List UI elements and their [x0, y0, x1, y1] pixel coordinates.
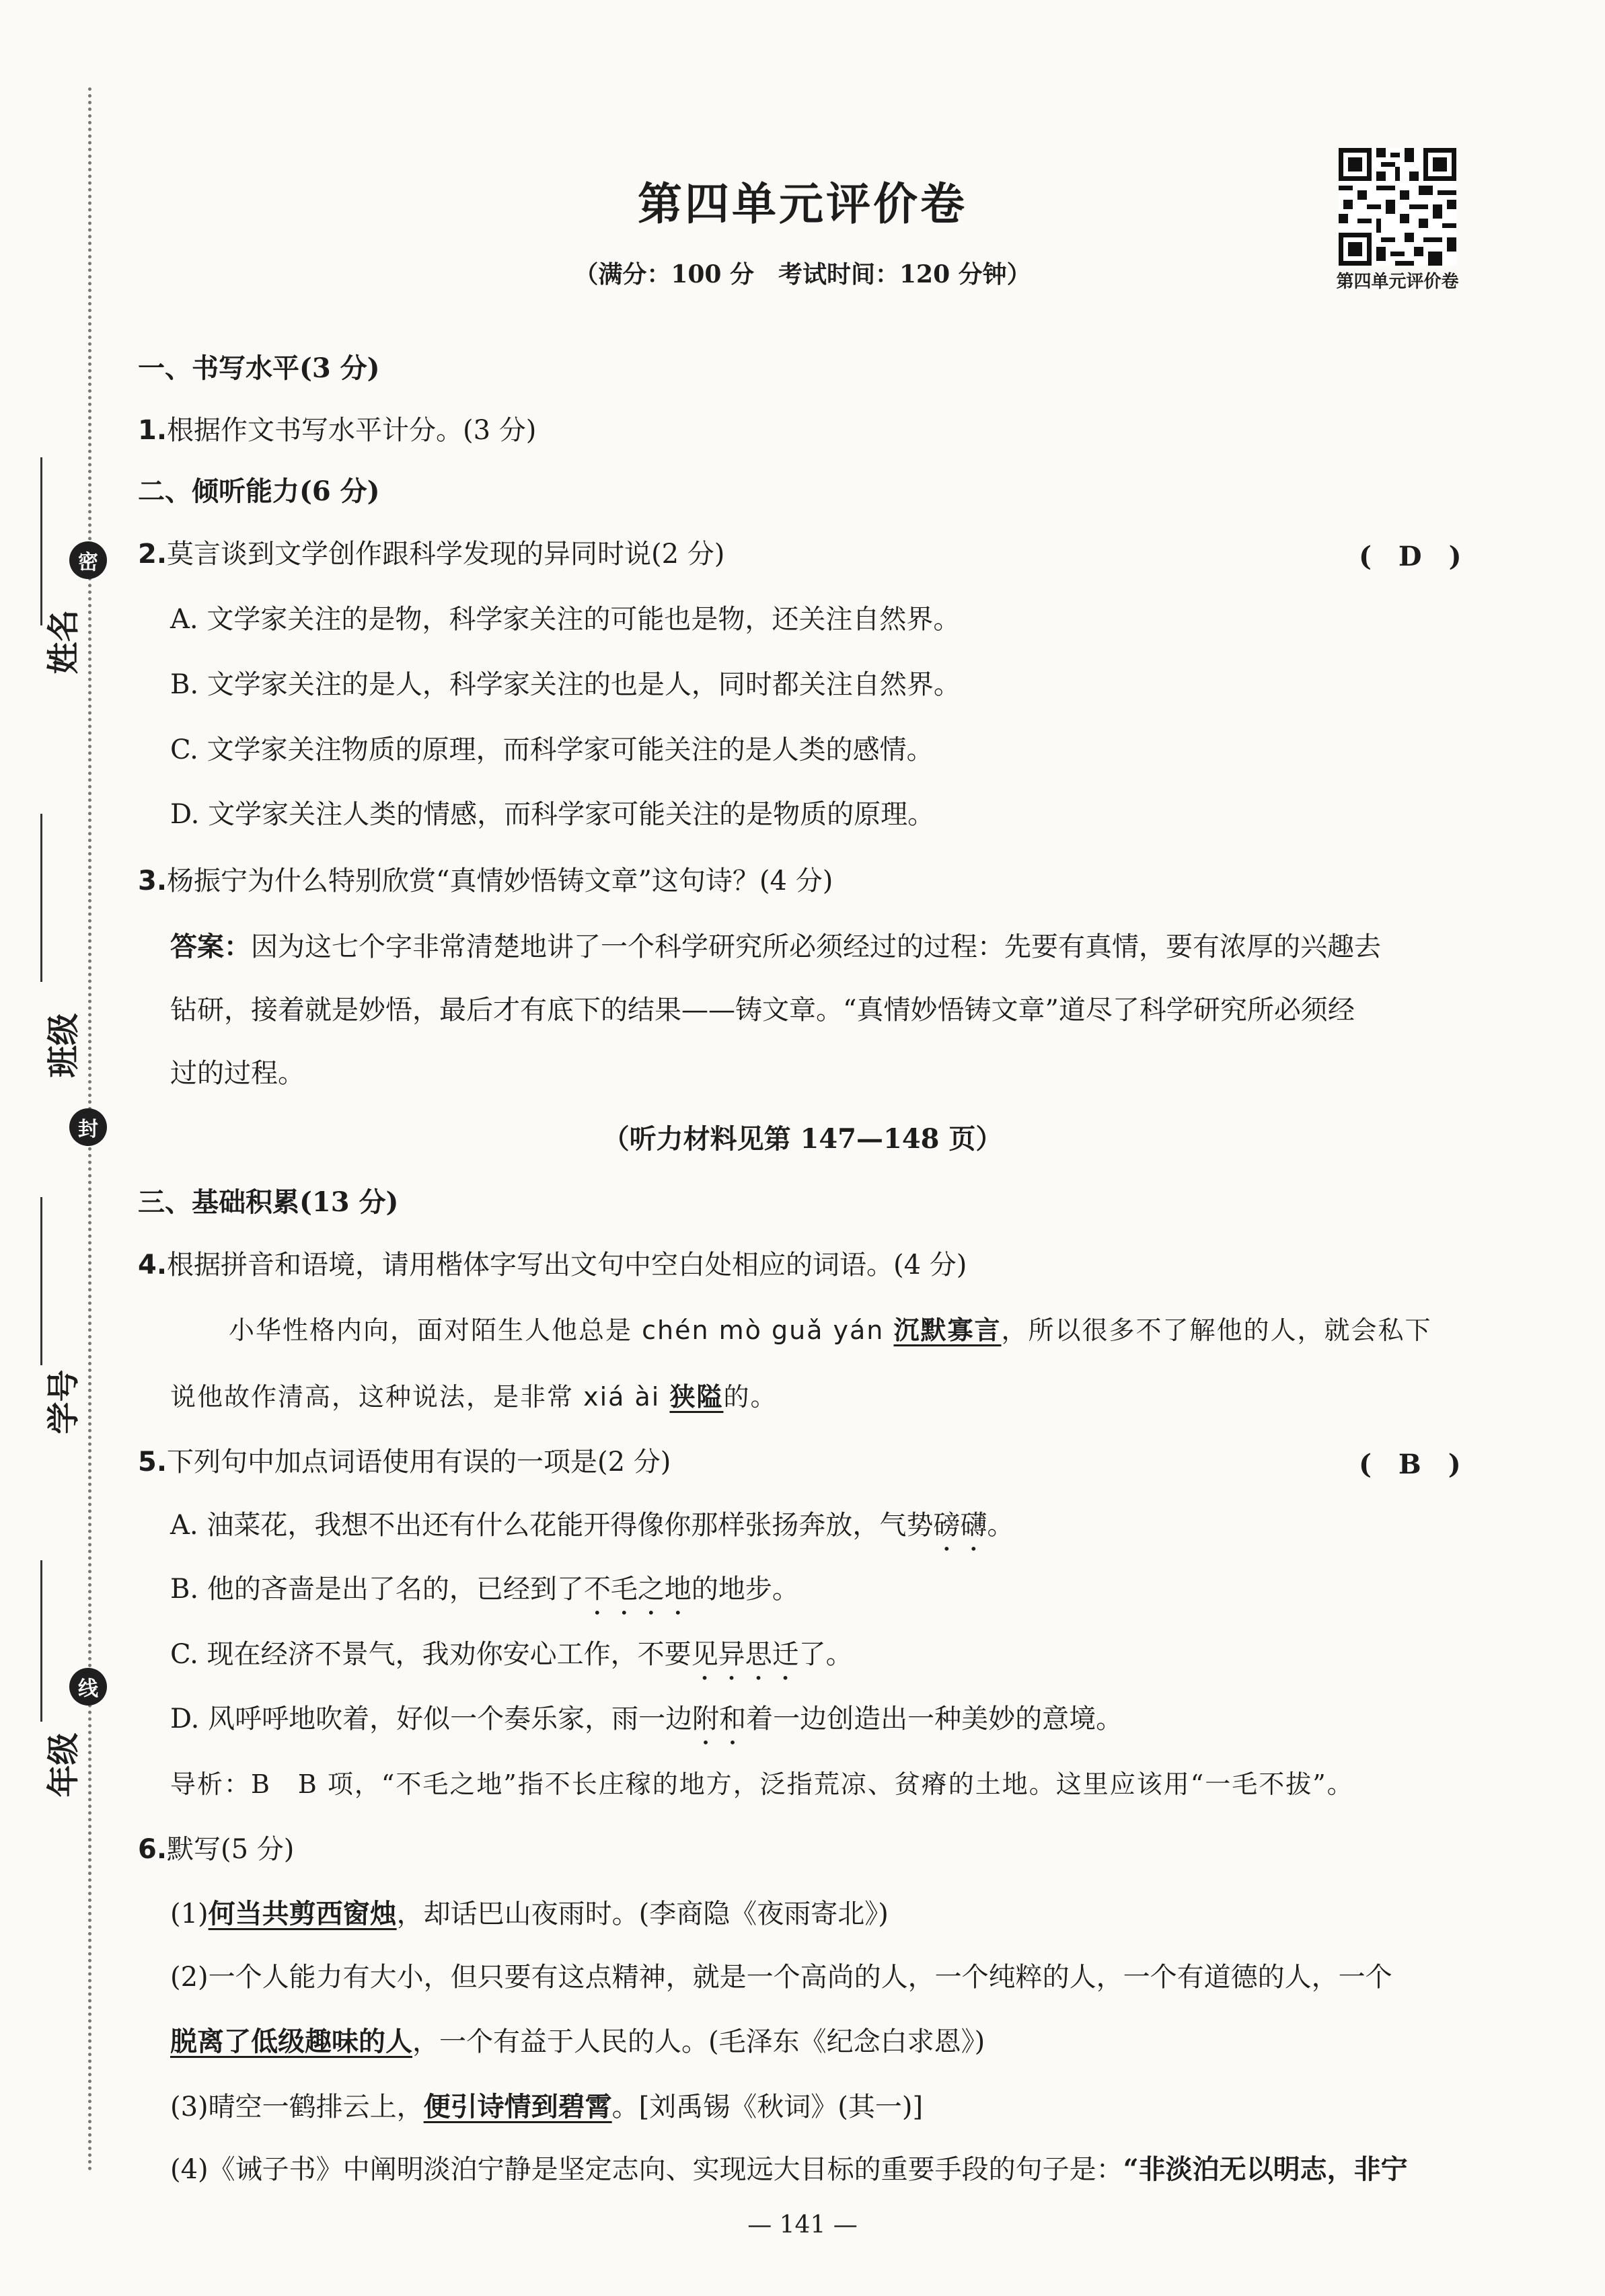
question-6: 6.默写(5 分): [138, 1834, 295, 1865]
q4-line-1: 小华性格内向，面对陌生人他总是 chén mò guǎ yán 沉默寡言，所以很多不了解他的人，就会私下: [229, 1315, 1432, 1345]
q6-item-1: (1)何当共剪西窗烛，却话巴山夜雨时。(李商隐《夜雨寄北》): [170, 1898, 889, 1929]
q2-option-a: A. 文学家关注的是物，科学家关注的可能也是物，还关注自然界。: [170, 604, 961, 635]
number-blank-line: [40, 1197, 42, 1365]
q2-option-b: B. 文学家关注的是人，科学家关注的也是人，同时都关注自然界。: [170, 669, 961, 700]
q3-answer-line-2: 钻研，接着就是妙悟，最后才有底下的结果——铸文章。“真情妙悟铸文章”道尽了科学研究所必须经: [170, 995, 1355, 1026]
q6-item-2-line-2: 脱离了低级趣味的人，一个有益于人民的人。(毛泽东《纪念白求恩》): [170, 2026, 985, 2057]
seal-feng: 封: [69, 1108, 107, 1146]
q4-line-2: 说他故作清高，这种说法，是非常 xiá ài 狭隘的。: [170, 1381, 778, 1412]
q5-answer: ( B ): [1359, 1449, 1461, 1480]
page-title: 第四单元评价卷: [638, 178, 967, 230]
page-number: — 141 —: [747, 2211, 858, 2239]
q5-guide: 导析：B B 项，“不毛之地”指不长庄稼的地方，泛指荒凉、贫瘠的土地。这里应该用“一毛不拔”。: [170, 1769, 1354, 1799]
q5-option-a: A. 油菜花，我想不出还有什么花能开得像你那样张扬奔放，气势磅礴。: [170, 1510, 1014, 1541]
seal-xian: 线: [69, 1668, 107, 1706]
q3-answer-line-3: 过的过程。: [170, 1058, 305, 1089]
q6-item-2-line-1: (2)一个人能力有大小，但只要有这点精神，就是一个高尚的人，一个纯粹的人，一个有道德的人，一个: [170, 1962, 1392, 1993]
q5-option-d: D. 风呼呼地吹着，好似一个奏乐家，雨一边附和着一边创造出一种美妙的意境。: [170, 1704, 1123, 1734]
question-3: 3.杨振宁为什么特别欣赏“真情妙悟铸文章”这句诗？(4 分): [138, 866, 833, 896]
q3-answer-line-1: 答案：因为这七个字非常清楚地讲了一个科学研究所必须经过的过程：先要有真情，要有浓厚的兴趣去: [170, 931, 1381, 962]
label-grade: 年级: [44, 1732, 83, 1798]
question-2: 2.莫言谈到文学创作跟科学发现的异同时说(2 分): [138, 539, 725, 570]
q2-answer: ( D ): [1359, 541, 1462, 572]
seal-mi: 密: [69, 541, 107, 579]
label-number: 学号: [44, 1369, 83, 1434]
q5-option-c: C. 现在经济不景气，我劝你安心工作，不要见异思迁了。: [170, 1639, 853, 1670]
qr-caption: 第四单元评价卷: [1336, 272, 1459, 292]
grade-blank-line: [40, 1560, 42, 1722]
label-class: 班级: [44, 1013, 83, 1078]
q2-option-c: C. 文学家关注物质的原理，而科学家可能关注的是人类的感情。: [170, 734, 934, 765]
name-blank-line: [40, 457, 42, 625]
q5-option-b: B. 他的吝啬是出了名的，已经到了不毛之地的地步。: [170, 1574, 799, 1605]
section-1-title: 一、书写水平(3 分): [138, 352, 380, 384]
question-4: 4.根据拼音和语境，请用楷体字写出文句中空白处相应的词语。(4 分): [138, 1250, 967, 1280]
question-1: 1.根据作文书写水平计分。(3 分): [138, 415, 537, 446]
label-name: 姓名: [44, 609, 83, 675]
listening-note: （听力材料见第 147—148 页）: [602, 1123, 1003, 1155]
qr-code-icon[interactable]: [1339, 148, 1456, 266]
section-3-title: 三、基础积累(13 分): [138, 1186, 399, 1218]
exam-info: （满分：100 分 考试时间：120 分钟）: [574, 260, 1031, 289]
section-2-title: 二、倾听能力(6 分): [138, 475, 380, 507]
class-blank-line: [40, 814, 42, 982]
q2-option-d: D. 文学家关注人类的情感，而科学家可能关注的是物质的原理。: [170, 799, 935, 830]
q6-item-3: (3)晴空一鹤排云上，便引诗情到碧霄。[刘禹锡《秋词》(其一)]: [170, 2091, 924, 2122]
q6-item-4: (4)《诫子书》中阐明淡泊宁静是坚定志向、实现远大目标的重要手段的句子是：“非淡泊无以明志，非宁: [170, 2153, 1408, 2185]
question-5: 5.下列句中加点词语使用有误的一项是(2 分): [138, 1447, 671, 1478]
